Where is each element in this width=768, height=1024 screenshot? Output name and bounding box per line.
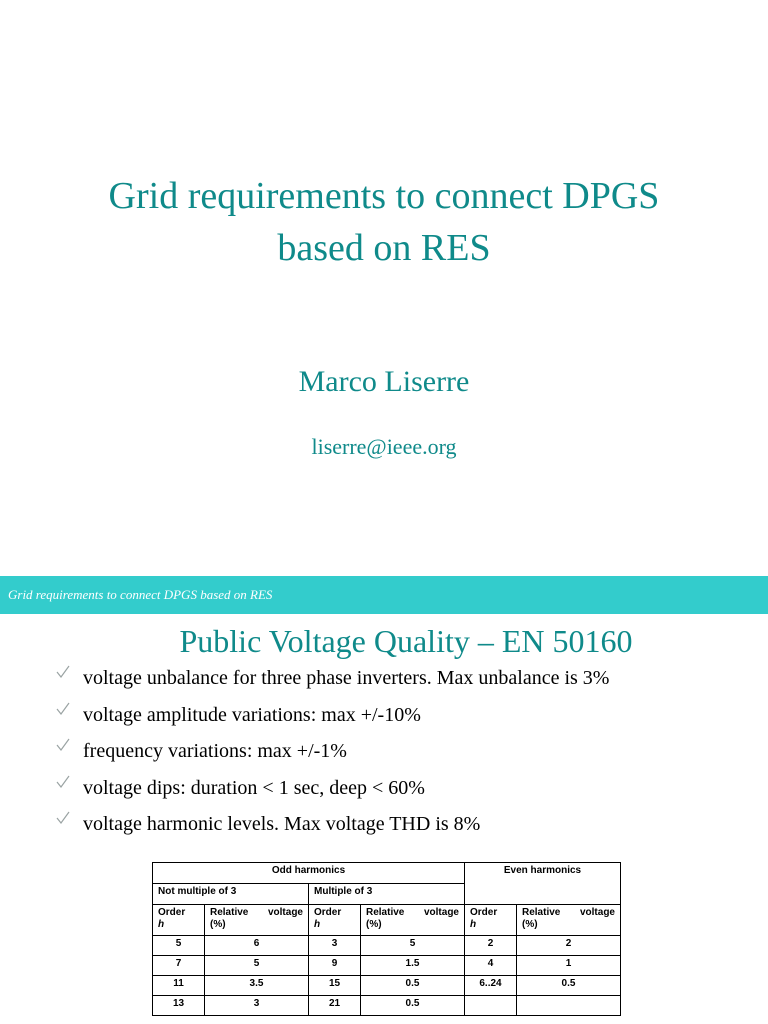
harmonics-table — [152, 862, 621, 1016]
table-cell — [465, 996, 517, 1016]
table-cell: 9 — [309, 956, 361, 976]
banner-text: Grid requirements to connect DPGS based on RES — [8, 587, 273, 602]
table-cell: 1 — [517, 956, 621, 976]
relative-voltage-unit: (%) — [210, 919, 226, 930]
table-cell: 2 — [517, 936, 621, 956]
table-row — [153, 956, 621, 976]
checkmark-icon — [56, 702, 70, 716]
relative-voltage-unit: (%) — [522, 919, 538, 930]
title-line-2: based on RES — [277, 227, 491, 269]
author-name: Marco Liserre — [298, 365, 470, 398]
table-cell: 5 — [361, 936, 465, 956]
bullet-item — [56, 701, 756, 738]
title-line-1: Grid requirements to connect DPGS — [108, 175, 660, 217]
even-harmonics-header: Even harmonics — [465, 863, 621, 905]
table-cell: 4 — [465, 956, 517, 976]
table-cell: 1.5 — [361, 956, 465, 976]
relative-voltage-column-header — [205, 905, 309, 936]
table-row — [153, 936, 621, 956]
bullet-item — [56, 774, 756, 811]
relative-voltage-label: Relative voltage — [210, 907, 303, 918]
bullet-item — [56, 737, 756, 774]
table-cell: 0.5 — [517, 976, 621, 996]
slide-header-banner — [0, 576, 768, 614]
order-symbol: h — [470, 919, 477, 930]
checkmark-icon — [56, 811, 70, 825]
order-column-header — [153, 905, 205, 936]
relative-voltage-column-header — [517, 905, 621, 936]
table-cell: 0.5 — [361, 996, 465, 1016]
table-cell: 2 — [465, 936, 517, 956]
table-cell: 3.5 — [205, 976, 309, 996]
table-cell: 15 — [309, 976, 361, 996]
odd-harmonics-header: Odd harmonics — [153, 863, 465, 884]
order-label: Order — [470, 907, 498, 918]
table-cell: 7 — [153, 956, 205, 976]
bullet-text: voltage harmonic levels. Max voltage THD is 8% — [83, 813, 481, 835]
table-cell: 5 — [205, 956, 309, 976]
table-cell: 6 — [205, 936, 309, 956]
table-cell: 3 — [309, 936, 361, 956]
not-multiple-of-3-header: Not multiple of 3 — [153, 884, 309, 905]
multiple-of-3-header: Multiple of 3 — [309, 884, 465, 905]
order-symbol: h — [158, 919, 165, 930]
checkmark-icon — [56, 665, 70, 679]
order-column-header — [309, 905, 361, 936]
table-cell: 0.5 — [361, 976, 465, 996]
bullet-text: voltage dips: duration < 1 sec, deep < 60% — [83, 776, 425, 799]
bullet-text: voltage unbalance for three phase inverters. Max unbalance is 3% — [83, 667, 610, 689]
bullet-text: frequency variations: max +/-1% — [83, 740, 347, 762]
bullet-list — [56, 664, 756, 847]
table-cell: 11 — [153, 976, 205, 996]
order-label: Order — [314, 907, 342, 918]
checkmark-icon — [56, 775, 70, 789]
relative-voltage-label: Relative voltage — [366, 907, 459, 918]
order-column-header — [465, 905, 517, 936]
presentation-title — [40, 170, 728, 274]
order-symbol: h — [314, 919, 321, 930]
table-cell: 3 — [205, 996, 309, 1016]
bullet-item — [56, 810, 756, 847]
slide-heading: Public Voltage Quality – EN 50160 — [179, 623, 633, 659]
table-cell: 5 — [153, 936, 205, 956]
bullet-item — [56, 664, 756, 701]
order-label: Order — [158, 907, 186, 918]
table-row — [153, 976, 621, 996]
table-cell: 13 — [153, 996, 205, 1016]
relative-voltage-label: Relative voltage — [522, 907, 615, 918]
relative-voltage-column-header — [361, 905, 465, 936]
bullet-text: voltage amplitude variations: max +/-10% — [83, 703, 421, 726]
author-email: liserre@ieee.org — [311, 434, 457, 459]
checkmark-icon — [56, 738, 70, 752]
relative-voltage-unit: (%) — [366, 919, 382, 930]
table-cell: 6..24 — [465, 976, 517, 996]
table-cell — [517, 996, 621, 1016]
table-cell: 21 — [309, 996, 361, 1016]
table-row — [153, 996, 621, 1016]
